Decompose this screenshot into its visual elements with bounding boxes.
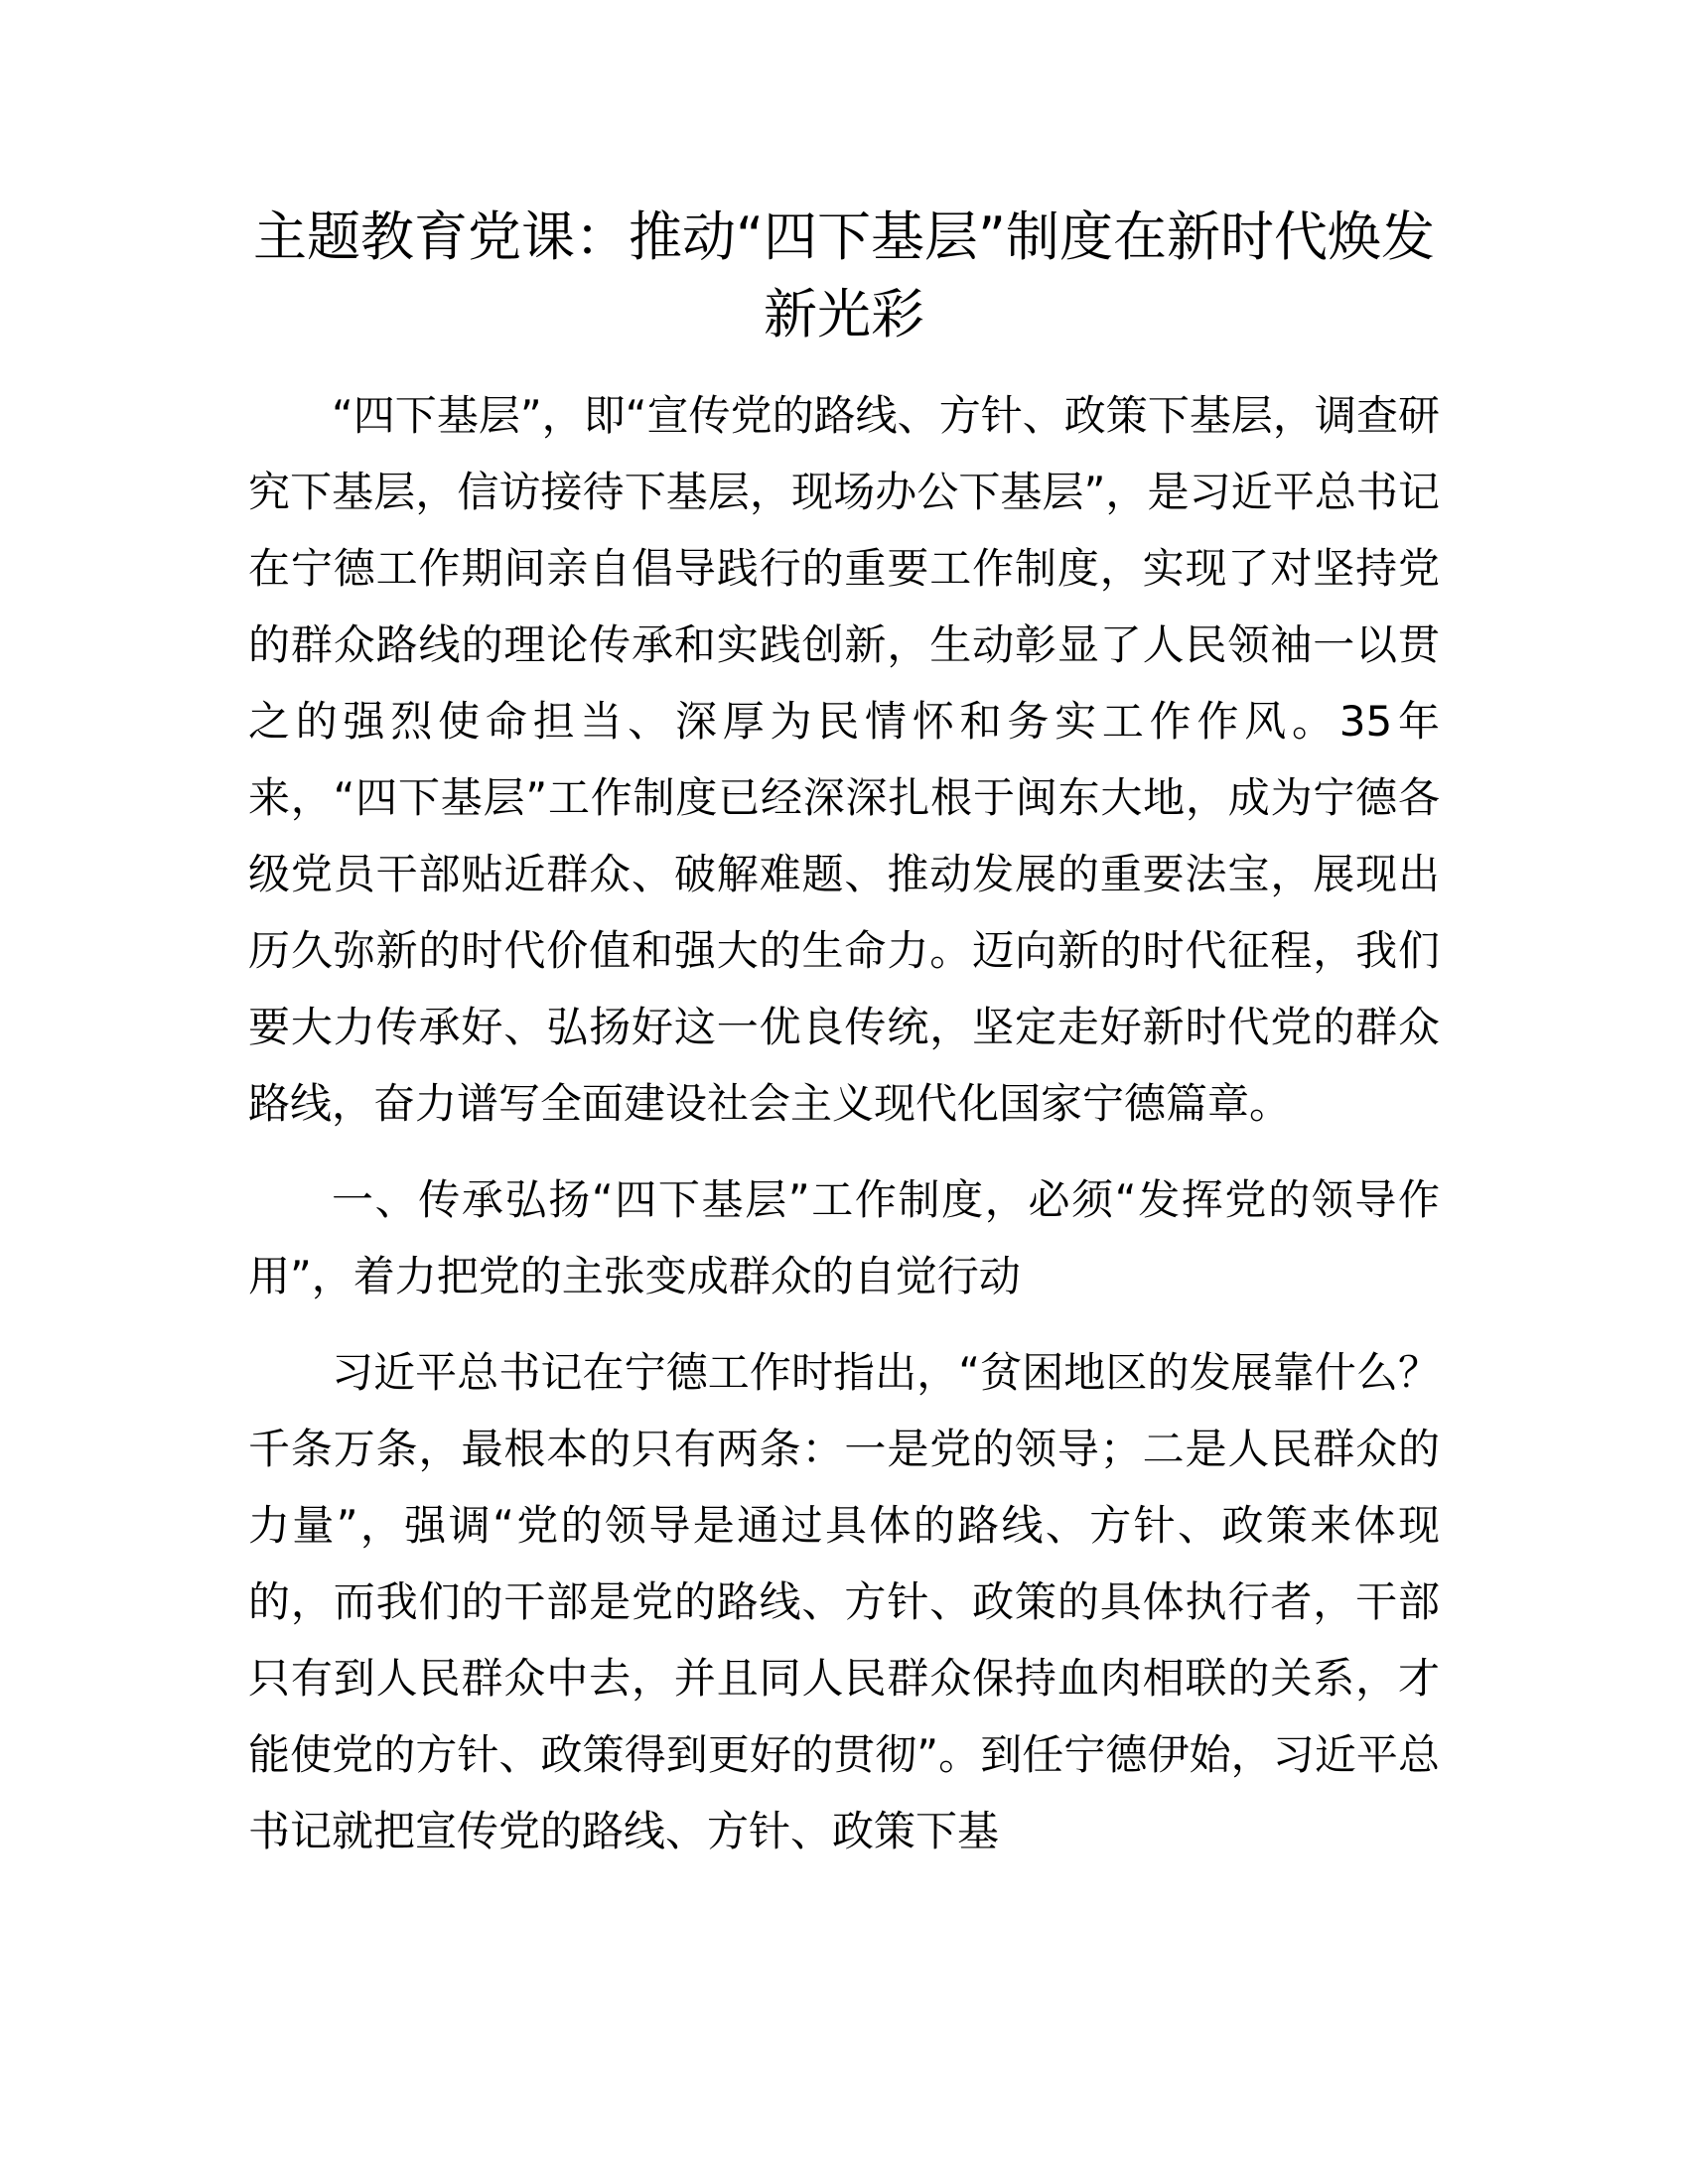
- document-title: 主题教育党课：推动“四下基层”制度在新时代焕发新光彩: [253, 205, 1435, 345]
- section-heading-1: 一、传承弘扬“四下基层”工作制度，必须“发挥党的领导作用”，着力把党的主张变成群众的自觉行动: [248, 1175, 1440, 1300]
- paragraph-section-1: 习近平总书记在宁德工作时指出，“贫困地区的发展靠什么？千条万条，最根本的只有两条：一是党的领导；二是人民群众的力量”，强调“党的领导是通过具体的路线、方针、政策来体现的，而我们的干部是党的路线、方针、政策的具体执行者，干部只有到人民群众中去，并且同人民群众保持血肉相联的关系，才能使党的方针、政策得到更好的贯彻”。到任宁德伊始，习近平总书记就把宣传党的路线、方针、政策下基: [248, 1348, 1440, 1855]
- document-body: [248, 377, 1440, 1889]
- paragraph-intro: “四下基层”，即“宣传党的路线、方针、政策下基层，调查研究下基层，信访接待下基层，现场办公下基层”，是习近平总书记在宁德工作期间亲自倡导践行的重要工作制度，实现了对坚持党的群众路线的理论传承和实践创新，生动彰显了人民领袖一以贯之的强烈使命担当、深厚为民情怀和务实工作作风。35年来，“四下基层”工作制度已经深深扎根于闽东大地，成为宁德各级党员干部贴近群众、破解难题、推动发展的重要法宝，展现出历久弥新的时代价值和强大的生命力。迈向新的时代征程，我们要大力传承好、弘扬好这一优良传统，坚定走好新时代党的群众路线，奋力谱写全面建设社会主义现代化国家宁德篇章。: [248, 391, 1440, 1128]
